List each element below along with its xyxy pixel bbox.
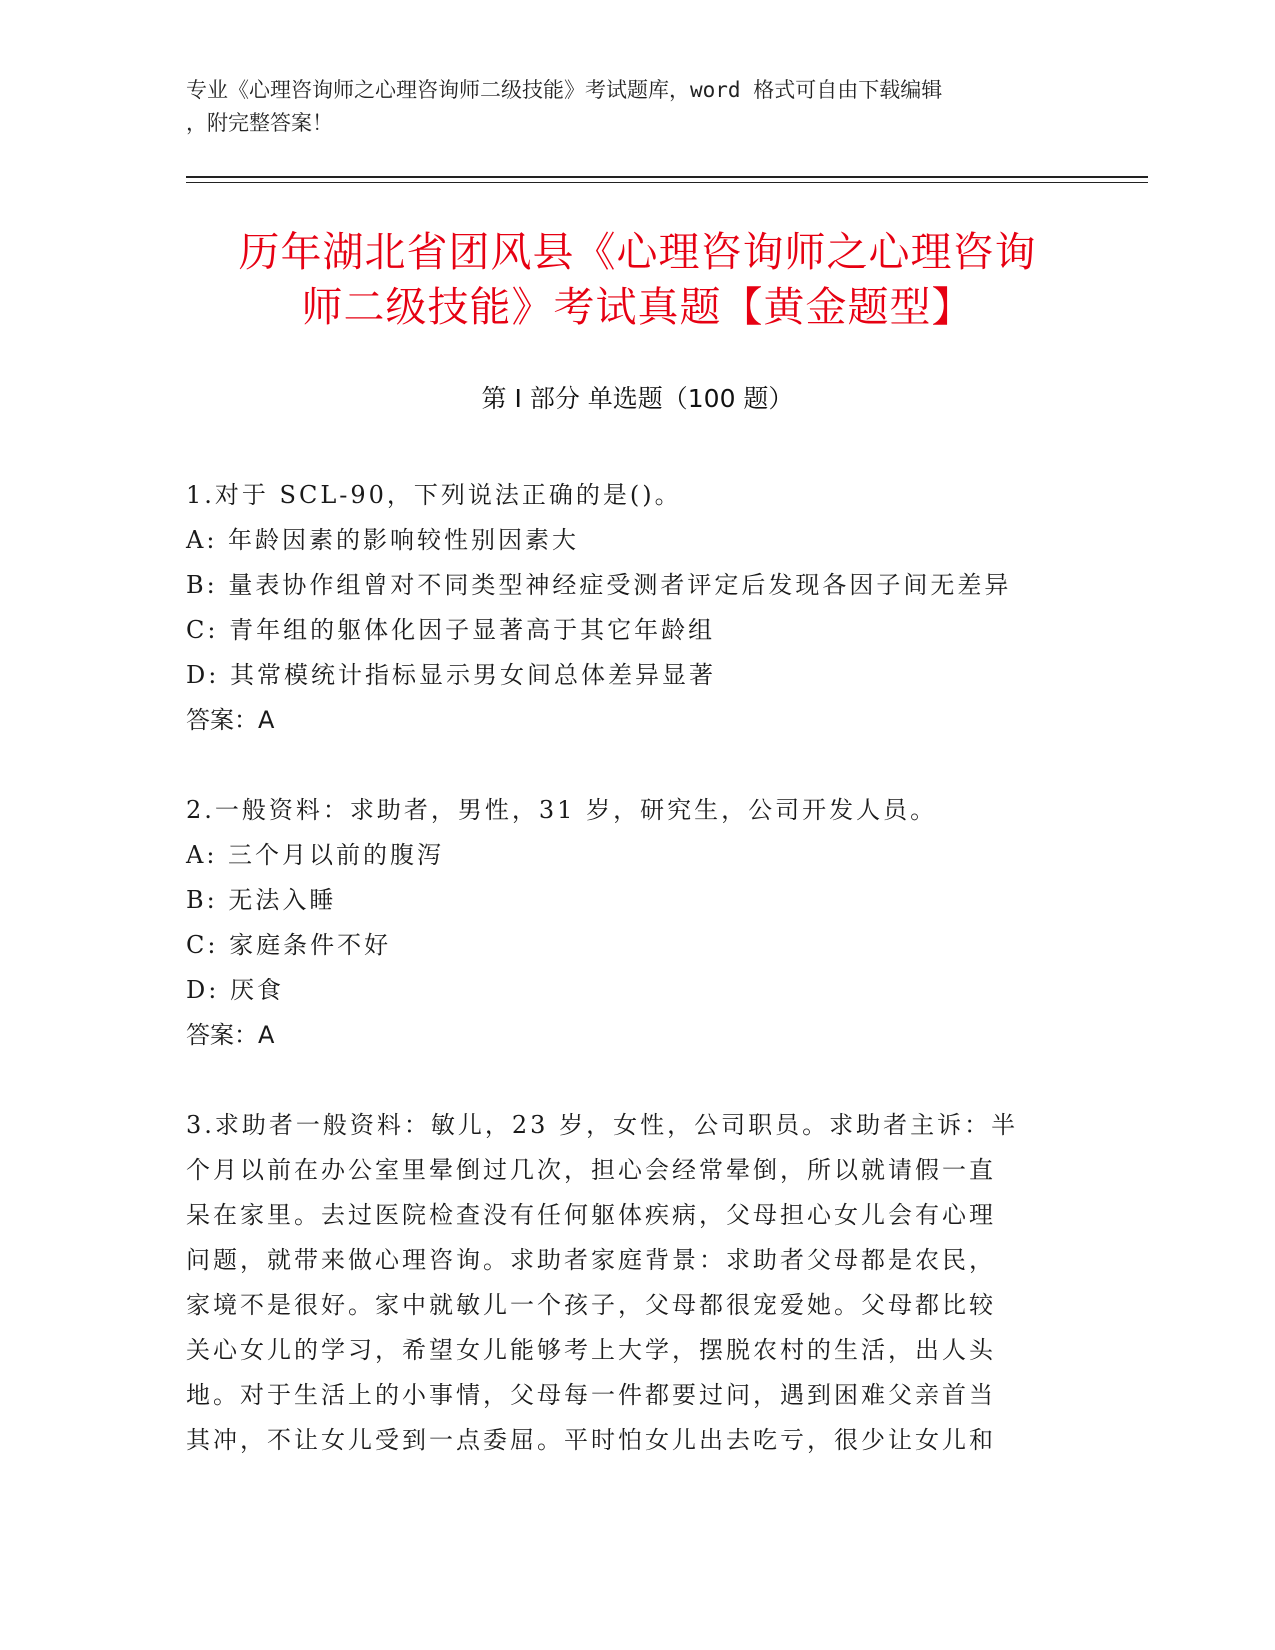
question-stem-line: 问题，就带来做心理咨询。求助者家庭背景：求助者父母都是农民，: [186, 1246, 996, 1274]
question-stem-line: 关心女儿的学习，希望女儿能够考上大学，摆脱农村的生活，出人头: [186, 1336, 996, 1364]
section-heading: 第 I 部分 单选题（100 题）: [481, 384, 794, 413]
option-c: C: 青年组的躯体化因子显著高于其它年龄组: [186, 616, 716, 644]
question-stem-line: 地。对于生活上的小事情，父母每一件都要过问，遇到困难父亲首当: [186, 1381, 996, 1409]
question-stem-line: 家境不是很好。家中就敏儿一个孩子，父母都很宠爱她。父母都比较: [186, 1291, 996, 1319]
header-note-line-1: 专业《心理咨询师之心理咨询师二级技能》考试题库，word 格式可自由下载编辑: [186, 78, 943, 102]
question-stem: 2.一般资料：求助者，男性，31 岁，研究生，公司开发人员。: [186, 796, 938, 824]
question-stem-line: 其冲，不让女儿受到一点委屈。平时怕女儿出去吃亏，很少让女儿和: [186, 1426, 996, 1454]
option-d: D: 其常模统计指标显示男女间总体差异显著: [186, 661, 716, 689]
document-title-line-1: 历年湖北省团风县《心理咨询师之心理咨询: [238, 228, 1037, 276]
question-1: [186, 473, 1066, 743]
header-divider-thin: [186, 182, 1148, 183]
question-3: [186, 1103, 1066, 1463]
option-a: A: 三个月以前的腹泻: [186, 841, 445, 869]
answer-label: 答案：A: [186, 1021, 275, 1049]
option-b: B: 无法入睡: [186, 886, 337, 914]
header-note-line-2: ，附完整答案！: [186, 111, 333, 135]
question-list: [186, 473, 1066, 1508]
option-b: B: 量表协作组曾对不同类型神经症受测者评定后发现各因子间无差异: [186, 571, 1012, 599]
question-stem-line: 3.求助者一般资料：敏儿，23 岁，女性，公司职员。求助者主诉：半: [186, 1111, 1019, 1139]
answer-label: 答案：A: [186, 706, 275, 734]
header-note: [186, 74, 1086, 140]
question-stem: 1.对于 SCL-90，下列说法正确的是()。: [186, 481, 682, 509]
question-stem-line: 个月以前在办公室里晕倒过几次，担心会经常晕倒，所以就请假一直: [186, 1156, 996, 1184]
document-title: [150, 225, 1125, 335]
header-divider-thick: [186, 176, 1148, 178]
option-a: A: 年龄因素的影响较性别因素大: [186, 526, 580, 554]
question-2: [186, 788, 1066, 1058]
option-c: C: 家庭条件不好: [186, 931, 392, 959]
document-title-line-2: 师二级技能》考试真题【黄金题型】: [301, 283, 974, 331]
question-stem-line: 呆在家里。去过医院检查没有任何躯体疾病，父母担心女儿会有心理: [186, 1201, 996, 1229]
option-d: D: 厌食: [186, 976, 284, 1004]
